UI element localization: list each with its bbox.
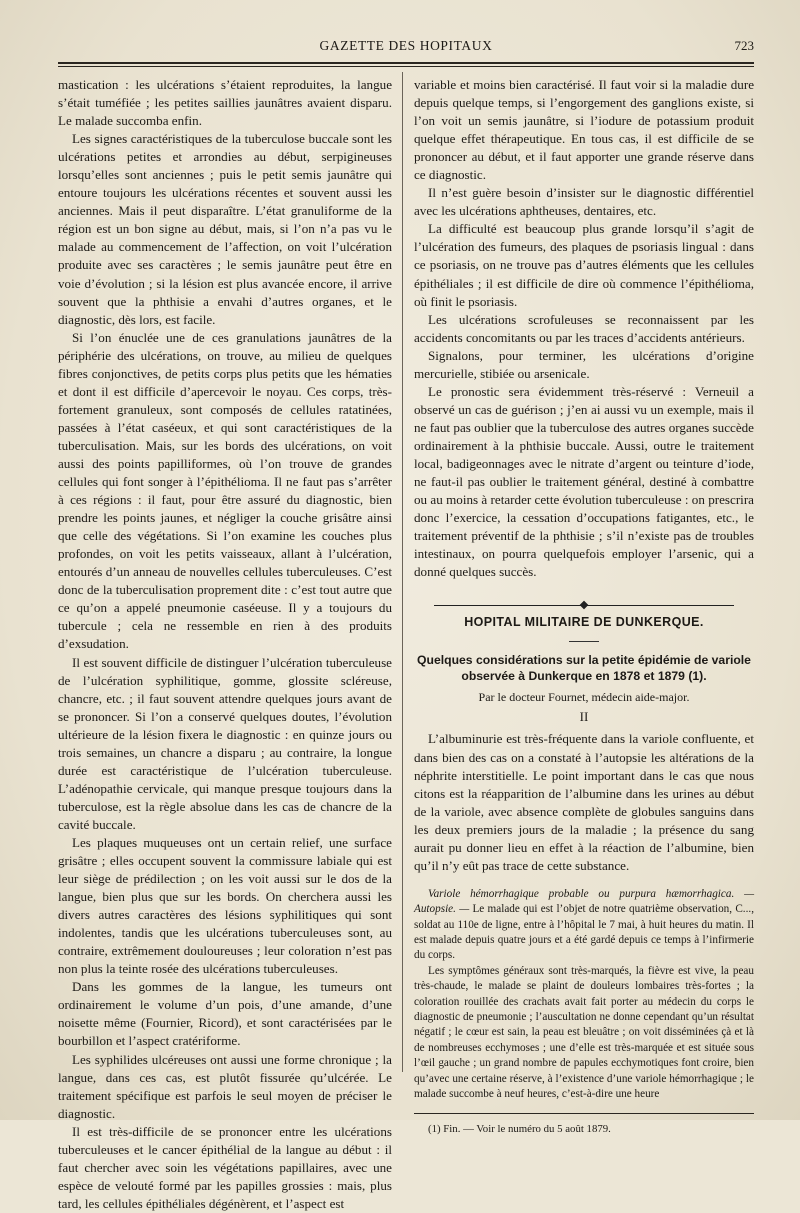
paragraph: Si l’on énuclée une de ces granulations jaunâtres de la périphérie des ulcérations, on trouve, au milieu de quelques fibres conjonctives, de petits corps plus petits que les hématies et dont il est difficile d’apercevoir le noyau. Ces corps, très-fortement granuleux, sont composés de cellules ratatinées, passées à l’état caséeux, et qui sont caractéristiques de la tuberculisation. Mais, sur les bords des ulcérations, on voit aussi des points papilliformes, où l’on trouve de grandes cellules qui font songer à l’épithélioma. Il ne faut pas s’arrêter à ces régions : il faut, pour être assuré du diagnostic, bien prendre les points jaunes, et négliger la couche grisâtre ainsi que celle des végétations. Si l’on examine les couches plus profondes, on voit les petits vaisseaux, allant à l’ulcération, entourés d’un anneau de nouvelles cellules tuberculeuses. C’est donc de la tuberculisation proprement dite : c’est tout autre que ce qu’on a appelé pneumonie caséeuse. Il y a toujours du tubercule ; cela ne ressemble en rien à des produits d’exsudation. [58, 329, 392, 652]
case-title: Variole hémorrhagique probable ou purpura hæmorrhagica. [428, 887, 735, 900]
paragraph: L’albuminurie est très-fréquente dans la variole confluente, et dans bien des cas on a constaté à l’autopsie les altérations de la néphrite interstitielle. Le point important dans le cas que nous citons est la réapparition de l’albumine dans les urines au début de la variole, avec absence complète de globules sanguins dans les deux premiers jours de la maladie ; la présence du sang aurait pu donner lieu en effet à la réaction de l’albumine, bien qu’il n’y eût pas trace de cette substance. [414, 731, 754, 873]
header-rule-thin [58, 66, 754, 67]
paragraph: Signalons, pour terminer, les ulcérations d’origine mercurielle, stibiée ou arsenicale. [414, 347, 754, 381]
paragraph: Les signes caractéristiques de la tuberculose buccale sont les ulcérations petites et arrondies au début, serpigineuses lorsqu’elles sont anciennes ; puis le petit semis jaunâtre qui entoure toujours les ulcérations récentes et souvent aussi les anciennes. Mais il peut disparaître. L’état granuliforme de la région est un bon signe au début, mais, si l’on n’a pas vu le malade au commencement de l’affection, on voit l’ulcération produite avec ses caractères ; le semis jaunâtre peut être en voie d’évolution ; si la lésion est plus avancée encore, il arrive souvent que la phthisie a envahi d’autres organes, et le diagnostic, dès lors, est facile. [58, 131, 392, 327]
paragraph: Il est très-difficile de se prononcer entre les ulcérations tuberculeuses et le cancer épithélial de la langue au début : il faut chercher avec soin les végétations papillaires, avec une espèce de velouté formé par les papilles grossies : mais, plus tard, les cellules épithéliales dégénèrent, et l’aspect est [58, 1123, 392, 1211]
paragraph: mastication : les ulcérations s’étaient reproduites, la langue s’était tuméfiée ; les petites saillies jaunâtres avaient disparu. Le malade succomba enfin. [58, 77, 392, 129]
paragraph: Les ulcérations scrofuleuses se reconnaissent par les accidents concomitants ou par les traces d’accidents antérieurs. [414, 311, 754, 345]
case-lead: — Autopsie. — [414, 887, 755, 916]
short-rule [569, 641, 599, 642]
paragraph: Les plaques muqueuses ont un certain relief, une surface grisâtre ; elles occupent souvent la commissure labiale qui est leur siège de prédilection ; on les voit aussi sur le dos de la langue, bien plus que sur les bords. On cherchera aussi les divers autres caractères des lésions syphilitiques qui sont indolentes, tandis que les ulcérations tuberculeuses sont, au contraire, extrêmement douloureuses ; leur coloration n’est pas non plus la teinte rosée des ulcérations tuberculeuses. [58, 834, 392, 977]
paragraph: Dans les gommes de la langue, les tumeurs ont ordinairement le volume d’un pois, d’une amande, d’une noisette même (Fournier, Ricord), et sont caractérisées par le bourbillon et l’aspect cratériforme. [58, 979, 392, 1049]
column-divider [402, 72, 403, 1072]
section-heading: HOPITAL MILITAIRE DE DUNKERQUE. [464, 615, 704, 630]
footnote-rule [414, 1113, 754, 1114]
header-rule-thick [58, 62, 754, 64]
right-column [414, 76, 754, 1138]
paragraph: La difficulté est beaucoup plus grande lorsqu’il s’agit de l’ulcération des fumeurs, des plaques de psoriasis lingual : dans ce psoriasis, on ne trouve pas d’autres éléments que les cellules épithéliales ; il est difficile de dire où commence l’épithélioma, où finit le psoriasis. [414, 221, 754, 309]
case-first-paragraph [414, 887, 754, 964]
page-number: 723 [734, 38, 754, 53]
journal-title: GAZETTE DES HOPITAUX [319, 38, 493, 53]
part-number: II [579, 709, 589, 725]
case-text: Le malade qui est l’objet de notre quatrième observation, C..., soldat au 110e de ligne, entre à l’hôpital le 7 mai, à huit heures du matin. Il est malade depuis quatre jours et a été gardé depuis ce temps à l’infirmerie du corps. [414, 903, 754, 962]
paragraph: Il n’est guère besoin d’insister sur le diagnostic différentiel avec les ulcérations aphtheuses, dentaires, etc. [414, 185, 754, 219]
footnote: (1) Fin. — Voir le numéro du 5 août 1879. [428, 1122, 611, 1135]
case-paragraph: Les symptômes généraux sont très-marqués, la fièvre est vive, la peau très-chaude, le malade se plaint de douleurs lombaires très-fortes ; la coloration rouillée des crachats avait fait porter au médecin du corps le diagnostic de pneumonie ; l’auscultation ne donne cependant qu’un résultat négatif ; le cœur est sain, la peau est bleuâtre ; on voit disséminées çà et là de nombreuses ecchymoses ; une d’elle est très-marquée et est située sous l’œil gauche ; un grand nombre de papules ecchymotiques font croire, bien qu’avec une certaine réserve, à l’existence d’une variole hémorrhagique ; le malade succombe à neuf heures, c’est-à-dire une heure [414, 964, 754, 1101]
paragraph: Les syphilides ulcéreuses ont aussi une forme chronique ; la langue, dans ces cas, est plutôt fissurée qu’ulcérée. Le traitement spécifique est parfois le seul moyen de préciser le diagnostic. [58, 1051, 392, 1121]
page-header [58, 36, 754, 56]
section-ornament [414, 595, 754, 605]
paragraph: Le pronostic sera évidemment très-réservé : Verneuil a observé un cas de guérison ; j’en ai aussi vu un exemple, mais il ne faut pas oublier que la tuberculose des autres organes succède ordinairement à la phthisie buccale. Aussi, outre le traitement local, badigeonnages avec le nitrate d’argent ou teinture d’iode, ne faut-il pas oublier le traitement général, destiné à combattre ou au moins à retarder cette évolution tuberculeuse : on prescrira donc l’exercice, la cessation d’occupations fatigantes, etc., le traitement préventif de la phthisie ; s’il n’existe pas de troubles intestinaux, on pourra quelquefois employer l’arsenic, qui a donné quelques succès. [414, 383, 754, 580]
article-title: Quelques considérations sur la petite épidémie de variole observée à Dunkerque en 1878 et 1879 (1). [417, 653, 751, 684]
article-byline: Par le docteur Fournet, médecin aide-major. [478, 690, 690, 705]
paragraph: variable et moins bien caractérisé. Il faut voir si la maladie dure depuis quelque temps, si l’engorgement des ganglions existe, si l’on voit un semis jaunâtre, si l’iodure de potassium produit quelque effet thérapeutique. En tous cas, il est difficile de se prononcer au début, et il faut apporter une grande réserve dans ce diagnostic. [414, 77, 754, 183]
left-column [58, 76, 392, 1213]
paragraph: Il est souvent difficile de distinguer l’ulcération tuberculeuse de l’ulcération syphilitique, gomme, glossite scléreuse, chancre, etc. ; il faut souvent attendre quelques jours avant de se prononcer. Si l’on a conservé quelques doutes, l’évolution ultérieure de la lésion fixera le diagnostic : en quinze jours ou trois semaines, un chancre a disparu ; au contraire, la longue durée est caractéristique de l’ulcération tuberculeuse. L’adénopathie cervicale, qui manque presque toujours dans la tuberculose, est la règle absolue dans les cas de chancre de la cavité buccale. [58, 654, 392, 832]
case-report [414, 887, 754, 1103]
